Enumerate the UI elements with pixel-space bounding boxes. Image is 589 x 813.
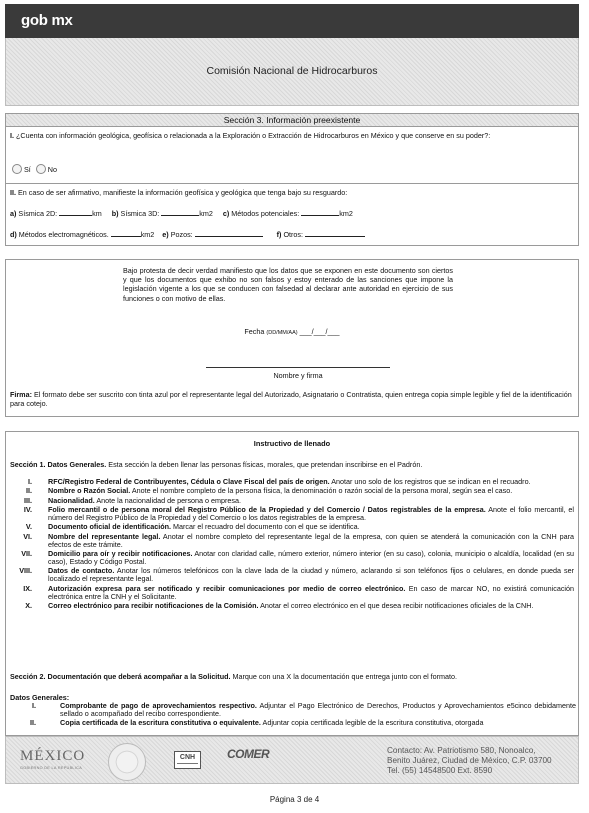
gob-mx-bar — [5, 4, 579, 38]
list-item — [10, 506, 574, 522]
field-b-label: Sísmica 3D: — [120, 209, 160, 218]
firma-note-label: Firma: — [10, 390, 32, 399]
field-e-label: Pozos: — [170, 230, 193, 239]
field-e-letter: e) — [162, 230, 169, 239]
field-f-label: Otros: — [283, 230, 304, 239]
contact-info — [387, 746, 552, 776]
item-number: IX. — [23, 583, 32, 593]
item-number: V. — [25, 522, 32, 532]
cnh-logo-rule — [177, 763, 198, 764]
datos-generales-title: Datos Generales: — [10, 693, 70, 702]
item-text: En caso de marcar NO, no existirá comunicación electrónica entre la CNH y el Solicitante. — [48, 583, 575, 601]
item-text: Anotar el correo electrónico en el que desea recibir notificaciones oficiales de la CNH. — [260, 601, 534, 610]
footer — [5, 736, 579, 784]
radio-no-icon[interactable] — [36, 164, 46, 174]
question-1 — [10, 131, 572, 140]
item-number: VI. — [23, 531, 32, 541]
national-seal-icon — [108, 743, 146, 781]
item-text: Adjuntar copia certificada legible de la escritura constitutiva, otorgada — [262, 718, 484, 728]
item-heading: Comprobante de pago de aprovechamientos respectivo. — [60, 701, 257, 710]
item-text: Anotar con claridad calle, número exterior, número interior (en su caso), colonia, municipio o alcaldía, localidad (en su caso), Estado y Código Postal. — [48, 548, 574, 566]
list-item — [10, 478, 574, 486]
firma-note-text: El formato debe ser suscrito con tinta azul por el representante legal del Autorizado, Asignatario o Contratista, quien entrega copia simple legible y fiel de la identificación para cotejo. — [10, 390, 572, 408]
item-text: Anotar el nombre completo del representante legal de la empresa, con quien se atenderá la comunicación con la CNH para efectos de este trámite. — [48, 531, 574, 549]
comer-logo-text: COMER — [227, 747, 270, 761]
info-row-2 — [10, 230, 365, 239]
list-item — [10, 702, 576, 718]
list-item — [10, 550, 574, 566]
section-3-title: Sección 3. Información preexistente — [6, 114, 578, 127]
section-2-heading: Sección 2. Documentación que deberá acompañar a la Solicitud. — [10, 672, 231, 681]
mexico-logo-subtitle: GOBIERNO DE LA REPÚBLICA — [20, 766, 83, 770]
section-1-text: Esta sección la deben llenar las personas físicas, morales, que pretendan inscribirse en el Padrón. — [108, 460, 423, 469]
signature-line[interactable] — [206, 367, 390, 368]
item-heading: Domicilio para oír y recibir notificaciones. — [48, 548, 193, 558]
option-no[interactable] — [36, 164, 57, 174]
item-text: Anotar los números telefónicos con la clave lada de la ciudad y número, aclarando si son teléfonos fijos o celulares, en donde pueda ser localizado el representante legal. — [48, 566, 574, 584]
item-number: I. — [32, 701, 36, 710]
sismica-2d-field[interactable] — [59, 209, 92, 216]
instructions-title: Instructivo de llenado — [253, 439, 331, 448]
item-heading: Correo electrónico para recibir notificaciones de la Comisión. — [48, 601, 259, 610]
header-band — [5, 38, 579, 106]
info-row-1 — [10, 209, 353, 218]
contact-line-2: Benito Juárez, Ciudad de México, C.P. 03700 — [387, 756, 552, 765]
item-number: X. — [25, 601, 32, 610]
cnh-logo — [174, 751, 201, 769]
radio-si-icon[interactable] — [12, 164, 22, 174]
section-2-items — [10, 702, 576, 729]
field-a-unit: km — [92, 209, 102, 218]
list-item — [10, 719, 576, 727]
list-item — [10, 567, 574, 583]
firma-note — [10, 390, 572, 408]
declaration-box — [5, 259, 579, 417]
list-item — [10, 497, 574, 505]
item-text: Anote el nombre completo de la persona física, la denominación o razón social de la persona moral, según sea el caso. — [131, 486, 513, 496]
metodos-potenciales-field[interactable] — [301, 209, 339, 216]
field-c-letter: c) — [222, 209, 230, 218]
sismica-3d-field[interactable] — [161, 209, 199, 216]
item-number: VII. — [21, 548, 32, 558]
declaration-text: Bajo protesta de decir verdad manifiesto que los datos que se exponen en este documento son ciertos y que los documentos que exhibo no son falsos y estoy enterado de las sanciones que impone la legislación vigente a los que se conducen con falsedad al declarar ante autoridad en ejercicio de sus funciones o con motivo de ellas. — [123, 266, 453, 303]
option-no-label: No — [47, 164, 57, 174]
signature-label: Nombre y firma — [273, 371, 323, 380]
comer-logo — [227, 747, 269, 761]
date-blank[interactable]: ___/___/___ — [299, 327, 340, 336]
item-heading: Documento oficial de identificación. — [48, 522, 172, 532]
mexico-logo: MÉXICO — [20, 748, 86, 764]
question-1-text: ¿Cuenta con información geológica, geofísica o relacionada a la Exploración o Extracción de Hidrocarburos en México y que conserve en su poder?: — [16, 131, 491, 140]
cnh-logo-text: CNH — [179, 754, 196, 761]
list-item — [10, 533, 574, 549]
instructions-box — [5, 431, 579, 736]
section-2-intro — [10, 672, 457, 681]
section-1-items — [10, 478, 574, 611]
date-label: Fecha — [244, 327, 265, 336]
field-c-label: Métodos potenciales: — [231, 209, 300, 218]
question-2 — [10, 188, 347, 197]
date-format: (DD/MM/AA) — [266, 330, 298, 336]
question-1-options — [12, 164, 57, 174]
list-item — [10, 602, 574, 610]
item-number: II. — [30, 718, 36, 728]
item-text: Anote la nacionalidad de persona o empresa. — [96, 495, 241, 505]
contact-line-3: Tel. (55) 14548500 Ext. 8590 — [387, 766, 493, 775]
item-number: I. — [28, 477, 32, 486]
item-heading: Datos de contacto. — [48, 566, 115, 576]
item-number: IV. — [23, 504, 32, 514]
field-d-letter: d) — [10, 230, 17, 239]
field-b-letter: b) — [111, 209, 119, 218]
section-1-heading: Sección 1. Datos Generales. — [10, 460, 107, 469]
item-heading: Nombre o Razón Social. — [48, 486, 131, 496]
item-number: III. — [24, 495, 32, 505]
field-d-label: Métodos electromagnéticos. — [18, 230, 109, 239]
item-heading: Nombre del representante legal. — [48, 531, 161, 541]
page-number: Página 3 de 4 — [269, 795, 320, 804]
metodos-electromagneticos-field[interactable] — [111, 230, 141, 237]
section-2-text: Marque con una X la documentación que entrega junto con el formato. — [232, 672, 458, 681]
list-item — [10, 585, 574, 601]
field-a-label: Sísmica 2D: — [18, 209, 58, 218]
item-text: Marcar el recuadro del documento con el que se identifica. — [173, 522, 360, 532]
pozos-field[interactable] — [195, 230, 263, 237]
field-b-unit: km2 — [199, 209, 213, 218]
section-3-box — [5, 113, 579, 246]
field-c-unit: km2 — [339, 209, 353, 218]
option-si[interactable] — [12, 164, 31, 174]
date-field[interactable] — [6, 327, 578, 336]
institution-name: Comisión Nacional de Hidrocarburos — [206, 65, 378, 77]
item-text: Adjuntar el Pago Electrónico de Derechos, Productos y Aprovechamientos e5cinco debidamente sellado o acompañado del recibo correspondiente. — [60, 701, 576, 719]
field-f-letter: f) — [276, 230, 282, 239]
question-2-text: En caso de ser afirmativo, manifieste la información geofísica y geológica que tenga bajo su resguardo: — [18, 188, 348, 197]
item-number: II. — [26, 486, 32, 496]
section-3-divider — [6, 183, 578, 184]
list-item — [10, 487, 574, 495]
item-heading: Autorización expresa para ser notificado y recibir comunicaciones por medio de correo electrónico. — [48, 583, 406, 593]
section-1-intro — [10, 460, 422, 469]
question-1-number: I. — [10, 131, 14, 140]
item-heading: Nacionalidad. — [48, 495, 95, 505]
option-si-label: Sí — [24, 164, 31, 174]
list-item — [10, 523, 574, 531]
gob-mx-logo: gob mx — [21, 12, 73, 29]
field-a-letter: a) — [10, 209, 17, 218]
item-heading: Copia certificada de la escritura constitutiva o equivalente. — [60, 718, 261, 728]
question-2-number: II. — [10, 188, 16, 197]
contact-line-1: Contacto: Av. Patriotismo 580, Nonoalco, — [387, 746, 536, 755]
field-d-unit: km2 — [140, 230, 155, 239]
item-heading: Folio mercantil o de persona moral del Registro Público de la Propiedad y del Comercio / Datos registrables de la empresa. — [48, 504, 486, 514]
item-number: VIII. — [19, 566, 32, 576]
otros-field[interactable] — [305, 230, 365, 237]
item-text: Anotar uno solo de los registros que se indican en el recuadro. — [331, 477, 531, 486]
item-text: Anote el folio mercantil, el número del Registro Público de la Propiedad y del Comercio o los datos registrables de la empresa. — [48, 504, 574, 522]
item-heading: RFC/Registro Federal de Contribuyentes, Cédula o Clave Fiscal del país de origen. — [48, 477, 330, 486]
